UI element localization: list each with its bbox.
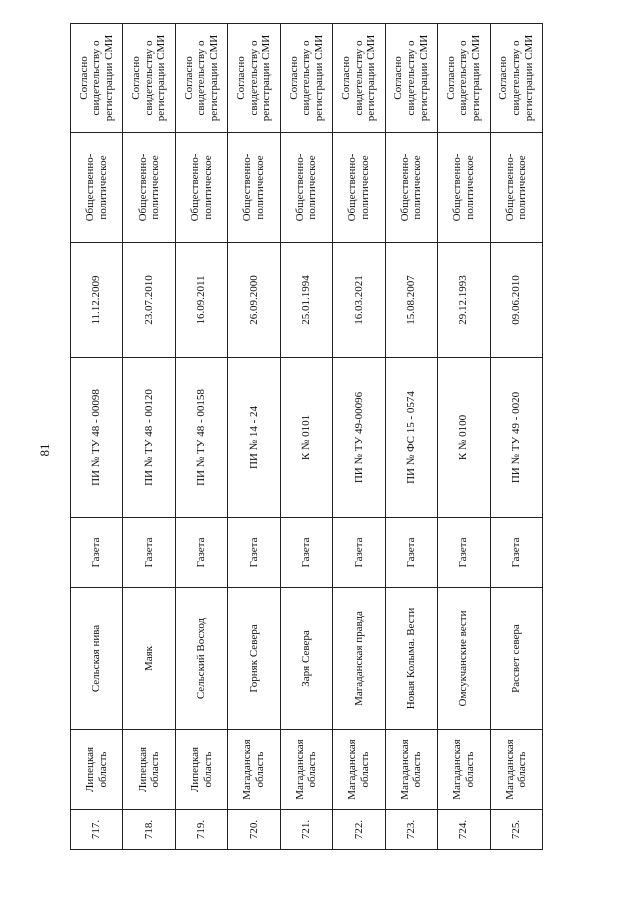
- row-number: 724.: [438, 810, 490, 850]
- type-cell: Газета: [490, 518, 543, 588]
- specialization-cell: Общественно-политическое: [385, 133, 437, 243]
- registration-cell: ПИ № ТУ 48 - 00158: [175, 358, 227, 518]
- type-cell: Газета: [123, 518, 175, 588]
- date-cell: 15.08.2007: [385, 243, 437, 358]
- table-body: [71, 24, 543, 850]
- media-registry-table: [70, 23, 543, 850]
- rotated-table-wrapper: [70, 24, 543, 850]
- table-row: [228, 24, 280, 850]
- table-row: [438, 24, 490, 850]
- row-number: 718.: [123, 810, 175, 850]
- region-cell: Липецкая область: [71, 730, 123, 810]
- row-number: 725.: [490, 810, 543, 850]
- specialization-cell: Общественно-политическое: [438, 133, 490, 243]
- table-row: [280, 24, 332, 850]
- row-number: 717.: [71, 810, 123, 850]
- region-cell: Магаданская область: [333, 730, 385, 810]
- territory-cell: Согласно свидетельству о регистрации СМИ: [175, 24, 227, 133]
- row-number: 723.: [385, 810, 437, 850]
- table-row: [385, 24, 437, 850]
- registration-cell: ПИ № ТУ 48 - 00120: [123, 358, 175, 518]
- date-cell: 16.09.2011: [175, 243, 227, 358]
- title-cell: Омсукчанские вести: [438, 588, 490, 730]
- title-cell: Маяк: [123, 588, 175, 730]
- region-cell: Магаданская область: [385, 730, 437, 810]
- region-cell: Магаданская область: [490, 730, 543, 810]
- type-cell: Газета: [280, 518, 332, 588]
- date-cell: 29.12.1993: [438, 243, 490, 358]
- table-row: [71, 24, 123, 850]
- title-cell: Сельский Восход: [175, 588, 227, 730]
- specialization-cell: Общественно-политическое: [228, 133, 280, 243]
- specialization-cell: Общественно-политическое: [280, 133, 332, 243]
- territory-cell: Согласно свидетельству о регистрации СМИ: [438, 24, 490, 133]
- territory-cell: Согласно свидетельству о регистрации СМИ: [228, 24, 280, 133]
- page-number: 81: [37, 443, 52, 457]
- title-cell: Горняк Севера: [228, 588, 280, 730]
- region-cell: Магаданская область: [228, 730, 280, 810]
- territory-cell: Согласно свидетельству о регистрации СМИ: [490, 24, 543, 133]
- registration-cell: ПИ № ТУ 49 - 0020: [490, 358, 543, 518]
- region-cell: Магаданская область: [438, 730, 490, 810]
- territory-cell: Согласно свидетельству о регистрации СМИ: [333, 24, 385, 133]
- date-cell: 09.06.2010: [490, 243, 543, 358]
- registration-cell: К № 0100: [438, 358, 490, 518]
- registration-cell: ПИ № ТУ 49-00096: [333, 358, 385, 518]
- date-cell: 26.09.2000: [228, 243, 280, 358]
- type-cell: Газета: [438, 518, 490, 588]
- region-cell: Липецкая область: [123, 730, 175, 810]
- territory-cell: Согласно свидетельству о регистрации СМИ: [123, 24, 175, 133]
- registration-cell: ПИ № ФС 15 - 0574: [385, 358, 437, 518]
- title-cell: Рассвет севера: [490, 588, 543, 730]
- registration-cell: К № 0101: [280, 358, 332, 518]
- type-cell: Газета: [333, 518, 385, 588]
- table-row: [123, 24, 175, 850]
- specialization-cell: Общественно-политическое: [175, 133, 227, 243]
- table-row: [490, 24, 543, 850]
- specialization-cell: Общественно-политическое: [71, 133, 123, 243]
- specialization-cell: Общественно-политическое: [333, 133, 385, 243]
- title-cell: Новая Колыма. Вести: [385, 588, 437, 730]
- type-cell: Газета: [385, 518, 437, 588]
- title-cell: Заря Севера: [280, 588, 332, 730]
- territory-cell: Согласно свидетельству о регистрации СМИ: [280, 24, 332, 133]
- region-cell: Липецкая область: [175, 730, 227, 810]
- row-number: 719.: [175, 810, 227, 850]
- title-cell: Магаданская правда: [333, 588, 385, 730]
- date-cell: 11.12.2009: [71, 243, 123, 358]
- title-cell: Сельская нива: [71, 588, 123, 730]
- specialization-cell: Общественно-политическое: [123, 133, 175, 243]
- date-cell: 16.03.2021: [333, 243, 385, 358]
- type-cell: Газета: [228, 518, 280, 588]
- row-number: 721.: [280, 810, 332, 850]
- table-row: [175, 24, 227, 850]
- table-row: [333, 24, 385, 850]
- specialization-cell: Общественно-политическое: [490, 133, 543, 243]
- territory-cell: Согласно свидетельству о регистрации СМИ: [385, 24, 437, 133]
- type-cell: Газета: [175, 518, 227, 588]
- region-cell: Магаданская область: [280, 730, 332, 810]
- registration-cell: ПИ № ТУ 48 - 00098: [71, 358, 123, 518]
- territory-cell: Согласно свидетельству о регистрации СМИ: [71, 24, 123, 133]
- type-cell: Газета: [71, 518, 123, 588]
- date-cell: 23.07.2010: [123, 243, 175, 358]
- row-number: 722.: [333, 810, 385, 850]
- date-cell: 25.01.1994: [280, 243, 332, 358]
- registration-cell: ПИ № 14 - 24: [228, 358, 280, 518]
- row-number: 720.: [228, 810, 280, 850]
